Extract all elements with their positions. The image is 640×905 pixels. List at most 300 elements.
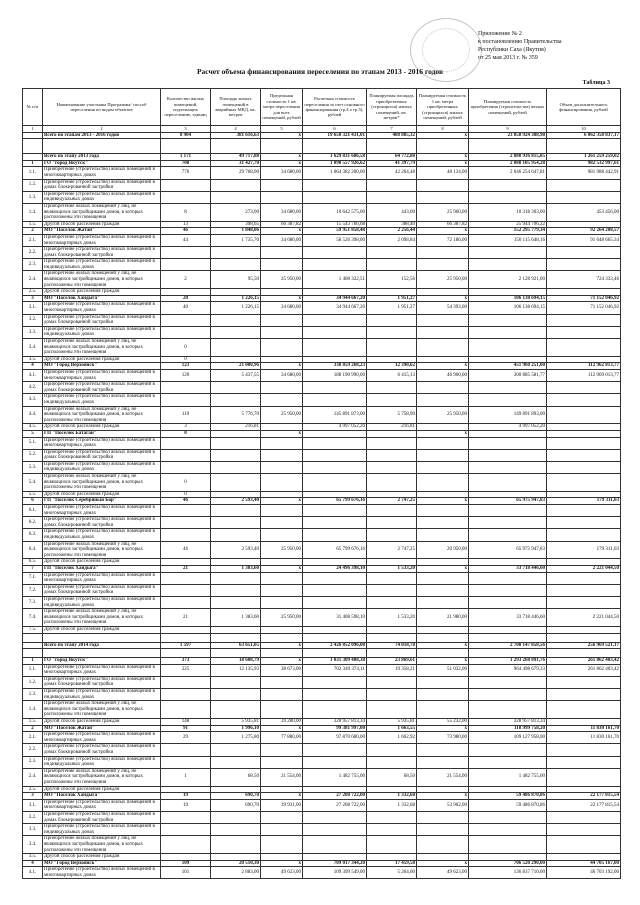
table-row bbox=[23, 584, 621, 596]
table-cell bbox=[303, 649, 367, 658]
table-row bbox=[23, 719, 621, 726]
table-cell: 1 226,15 bbox=[211, 302, 261, 314]
table-cell bbox=[367, 449, 417, 461]
table-cell: 2 256,44 bbox=[367, 228, 417, 235]
table-cell bbox=[469, 339, 547, 357]
table-cell bbox=[303, 461, 367, 473]
table-cell bbox=[261, 811, 303, 823]
table-cell bbox=[261, 572, 303, 584]
table-cell bbox=[303, 633, 367, 642]
table-cell bbox=[469, 689, 547, 701]
table-cell bbox=[161, 179, 211, 191]
table-cell: 110 bbox=[161, 406, 211, 424]
table-row bbox=[23, 437, 621, 449]
table-cell bbox=[211, 326, 261, 338]
table-cell bbox=[547, 517, 621, 529]
table-cell: 136 837 710,00 bbox=[469, 867, 547, 879]
table-cell bbox=[303, 339, 367, 357]
table-cell: 34 680,00 bbox=[261, 302, 303, 314]
table-cell: x bbox=[261, 658, 303, 665]
table-cell: Приобретение (строительство) жилых помещений в индивидуальных домах bbox=[43, 461, 161, 473]
table-cell: 1 293 268 891,76 bbox=[469, 658, 547, 665]
table-cell bbox=[303, 491, 367, 498]
table-cell bbox=[211, 382, 261, 394]
table-cell bbox=[417, 491, 469, 498]
table-cell: Другой способ расселения граждан bbox=[43, 491, 161, 498]
table-cell: 256 969 521,17 bbox=[547, 642, 621, 649]
table-cell bbox=[547, 437, 621, 449]
table-cell bbox=[261, 461, 303, 473]
table-cell bbox=[261, 649, 303, 658]
table-cell bbox=[161, 596, 211, 608]
table-cell bbox=[261, 633, 303, 642]
table-cell: 0 bbox=[161, 491, 211, 498]
table-cell bbox=[211, 689, 261, 701]
table-cell bbox=[469, 449, 547, 461]
table-row bbox=[23, 744, 621, 756]
table-row bbox=[23, 793, 621, 800]
table-cell: 0 bbox=[161, 430, 211, 437]
table-cell: 25 950,00 bbox=[261, 271, 303, 289]
index-cell: 5 bbox=[261, 126, 303, 133]
table-cell: 0 bbox=[161, 356, 211, 363]
table-cell bbox=[417, 626, 469, 633]
table-cell: 95,50 bbox=[211, 271, 261, 289]
table-cell bbox=[547, 676, 621, 688]
table-cell bbox=[417, 689, 469, 701]
table-cell: 1.2. bbox=[23, 179, 43, 191]
table-cell: 1 408 322,51 bbox=[303, 271, 367, 289]
table-cell: Другой способ расселения граждан bbox=[43, 289, 161, 296]
table-cell: 2 098,84 bbox=[367, 234, 417, 246]
table-cell bbox=[211, 449, 261, 461]
table-cell: Приобретение (строительство) жилых помещений в индивидуальных домах bbox=[43, 394, 161, 406]
table-cell bbox=[417, 824, 469, 836]
table-cell bbox=[547, 505, 621, 517]
table-cell: ГО "город Якутск" bbox=[43, 160, 161, 167]
table-row bbox=[23, 160, 621, 167]
table-cell bbox=[303, 786, 367, 793]
table-cell: 91 648 665,34 bbox=[547, 234, 621, 246]
table-cell bbox=[303, 529, 367, 541]
table-cell: 27 208 722,00 bbox=[303, 793, 367, 800]
table-cell bbox=[211, 356, 261, 363]
table-cell bbox=[261, 191, 303, 203]
table-cell bbox=[303, 689, 367, 701]
table-cell bbox=[469, 649, 547, 658]
table-cell bbox=[367, 339, 417, 357]
table-cell bbox=[161, 786, 211, 793]
table-cell bbox=[469, 356, 547, 363]
table-cell: 6 415,13 bbox=[367, 369, 417, 381]
table-cell: 1 951,27 bbox=[367, 302, 417, 314]
table-cell: 2 593,40 bbox=[211, 498, 261, 505]
table-cell: 21 000,96 bbox=[211, 363, 261, 370]
table-cell: x bbox=[261, 132, 303, 139]
table-row bbox=[23, 247, 621, 259]
table-cell bbox=[211, 572, 261, 584]
table-cell bbox=[261, 424, 303, 431]
table-cell bbox=[261, 529, 303, 541]
table-cell: Другой способ расселения граждан bbox=[43, 626, 161, 633]
table-cell bbox=[211, 836, 261, 854]
table-row bbox=[23, 505, 621, 517]
table-cell bbox=[417, 596, 469, 608]
table-cell: 3.2. bbox=[23, 811, 43, 823]
table-cell bbox=[547, 326, 621, 338]
table-cell bbox=[367, 382, 417, 394]
table-cell: 0 bbox=[161, 474, 211, 492]
table-cell: 19 358,21 bbox=[367, 664, 417, 676]
table-row bbox=[23, 430, 621, 437]
table-cell: 13 bbox=[161, 221, 211, 228]
table-row bbox=[23, 756, 621, 768]
table-cell: Приобретение (строительство) жилых помещений в многоквартирных домах bbox=[43, 867, 161, 879]
table-cell: Приобретение (строительство) жилых помещений в домах блокированной застройки bbox=[43, 382, 161, 394]
table-row bbox=[23, 461, 621, 473]
table-cell bbox=[547, 430, 621, 437]
table-cell: 5.1. bbox=[23, 437, 43, 449]
table-row bbox=[23, 642, 621, 649]
table-cell bbox=[211, 701, 261, 719]
table-cell: 33 718 446,60 bbox=[469, 609, 547, 627]
table-cell: 25 950,00 bbox=[261, 609, 303, 627]
table-row bbox=[23, 234, 621, 246]
table-cell: 2 221 044,50 bbox=[547, 609, 621, 627]
table-cell bbox=[547, 701, 621, 719]
table-cell: 34 944 667,20 bbox=[303, 302, 367, 314]
table-row bbox=[23, 221, 621, 228]
table-cell: 2.1. bbox=[23, 234, 43, 246]
table-row bbox=[23, 491, 621, 498]
table-cell bbox=[261, 756, 303, 768]
table-cell bbox=[23, 642, 43, 649]
table-row bbox=[23, 369, 621, 381]
table-cell bbox=[211, 744, 261, 756]
table-cell bbox=[367, 836, 417, 854]
table-row bbox=[23, 768, 621, 786]
table-cell: 77 880,00 bbox=[261, 732, 303, 744]
table-cell: 964 498 679,33 bbox=[469, 664, 547, 676]
table-row bbox=[23, 649, 621, 658]
table-row bbox=[23, 424, 621, 431]
table-cell: x bbox=[417, 860, 469, 867]
table-cell: 25 950,00 bbox=[417, 406, 469, 424]
table-row bbox=[23, 139, 621, 154]
table-cell bbox=[547, 633, 621, 642]
table-cell: Приобретение жилых помещений у лиц, не являющихся застройщиками домов, в которых расположены эти помещения bbox=[43, 406, 161, 424]
table-cell: 2.1. bbox=[23, 732, 43, 744]
table-cell bbox=[469, 744, 547, 756]
table-cell: Приобретение (строительство) жилых помещений в многоквартирных домах bbox=[43, 505, 161, 517]
table-cell: 40 bbox=[161, 302, 211, 314]
table-cell: 20 bbox=[161, 295, 211, 302]
table-cell bbox=[469, 491, 547, 498]
header-cell: № п/п bbox=[23, 89, 43, 126]
index-cell: 8 bbox=[417, 126, 469, 133]
table-cell: 25 950,00 bbox=[261, 541, 303, 559]
table-cell bbox=[367, 191, 417, 203]
table-cell bbox=[469, 854, 547, 861]
table-cell: 1.4. bbox=[23, 701, 43, 719]
table-cell bbox=[261, 596, 303, 608]
table-row bbox=[23, 658, 621, 665]
table-cell bbox=[161, 824, 211, 836]
table-cell: 1.1. bbox=[23, 664, 43, 676]
table-number: Таблица 3 bbox=[582, 80, 610, 86]
table-cell bbox=[367, 289, 417, 296]
table-cell: 3.5. bbox=[23, 854, 43, 861]
table-cell bbox=[43, 633, 161, 642]
table-cell bbox=[469, 756, 547, 768]
table-cell: 17 459,58 bbox=[367, 860, 417, 867]
table-cell: 41 397,79 bbox=[367, 160, 417, 167]
table-cell: 3.5. bbox=[23, 356, 43, 363]
table-cell bbox=[469, 314, 547, 326]
table-cell: 8 bbox=[161, 203, 211, 221]
table-cell: 23 858 924 388,98 bbox=[469, 132, 547, 139]
table-cell: Приобретение (строительство) жилых помещений в индивидуальных домах bbox=[43, 529, 161, 541]
table-row bbox=[23, 676, 621, 688]
table-cell: 25 960,00 bbox=[417, 203, 469, 221]
table-cell bbox=[367, 689, 417, 701]
table-cell bbox=[261, 474, 303, 492]
table-cell: 4 997 052,20 bbox=[303, 424, 367, 431]
table-cell bbox=[547, 719, 621, 726]
table-cell: Приобретение (строительство) жилых помещений в многоквартирных домах bbox=[43, 369, 161, 381]
table-cell bbox=[303, 584, 367, 596]
table-cell bbox=[261, 854, 303, 861]
table-cell: 5 935,81 bbox=[367, 719, 417, 726]
table-cell: 152,56 bbox=[367, 271, 417, 289]
table-cell: 702 349 374,11 bbox=[303, 664, 367, 676]
table-cell: 6 062 358 837,17 bbox=[547, 132, 621, 139]
table-cell: 59 486 870,86 bbox=[469, 793, 547, 800]
table-cell: 1 735,70 bbox=[211, 234, 261, 246]
table-cell: Приобретение жилых помещений у лиц, не являющихся застройщиками домов, в которых расположены эти помещения bbox=[43, 271, 161, 289]
table-cell: 1 951,27 bbox=[367, 295, 417, 302]
table-cell: Другой способ расселения граждан bbox=[43, 356, 161, 363]
table-cell bbox=[547, 139, 621, 154]
table-cell: x bbox=[261, 430, 303, 437]
table-cell bbox=[303, 824, 367, 836]
table-cell: 1 597 bbox=[161, 642, 211, 649]
table-cell bbox=[303, 701, 367, 719]
table-cell: 3.3. bbox=[23, 824, 43, 836]
table-cell: Приобретение (строительство) жилых помещений в индивидуальных домах bbox=[43, 756, 161, 768]
table-cell bbox=[261, 314, 303, 326]
table-cell: 2.2. bbox=[23, 247, 43, 259]
table-cell: ГП "Поселок Серебряный Бор" bbox=[43, 498, 161, 505]
table-cell: 3 bbox=[23, 793, 43, 800]
table-cell bbox=[367, 701, 417, 719]
table-cell bbox=[547, 689, 621, 701]
table-row bbox=[23, 314, 621, 326]
table-cell bbox=[547, 768, 621, 786]
table-cell: 92 264 208,57 bbox=[547, 228, 621, 235]
approval-line: Приложение № 2 bbox=[478, 31, 522, 37]
table-cell bbox=[211, 633, 261, 642]
table-cell bbox=[417, 529, 469, 541]
table-cell bbox=[211, 517, 261, 529]
table-cell: 2.3. bbox=[23, 259, 43, 271]
table-cell: x bbox=[417, 725, 469, 732]
table-cell bbox=[211, 626, 261, 633]
table-cell: 2.2. bbox=[23, 744, 43, 756]
table-cell: 1.1. bbox=[23, 167, 43, 179]
table-cell: Приобретение (строительство) жилых помещений в многоквартирных домах bbox=[43, 437, 161, 449]
table-cell: Приобретение жилых помещений у лиц, не являющихся застройщиками домов, в которых расположены эти помещения bbox=[43, 203, 161, 221]
table-cell: ГП "Поселок Хандыга" bbox=[43, 565, 161, 572]
table-cell: 34 680,00 bbox=[261, 234, 303, 246]
table-cell bbox=[261, 824, 303, 836]
table-cell bbox=[261, 356, 303, 363]
table-cell bbox=[469, 191, 547, 203]
table-cell bbox=[211, 529, 261, 541]
table-cell: 4.2. bbox=[23, 382, 43, 394]
table-cell: 6.3. bbox=[23, 529, 43, 541]
table-cell bbox=[367, 356, 417, 363]
table-cell bbox=[303, 474, 367, 492]
table-cell: x bbox=[261, 860, 303, 867]
table-row bbox=[23, 596, 621, 608]
table-cell bbox=[211, 649, 261, 658]
table-cell: 709 017 344,20 bbox=[303, 860, 367, 867]
table-cell: 23 869,61 bbox=[367, 658, 417, 665]
table-cell bbox=[367, 437, 417, 449]
table-cell: 2 747,25 bbox=[367, 541, 417, 559]
table-cell bbox=[211, 394, 261, 406]
table-cell bbox=[161, 382, 211, 394]
table-cell: 388,40 bbox=[367, 221, 417, 228]
table-cell: 1 482 755,00 bbox=[303, 768, 367, 786]
header-cell: Объем дополнительного финансирования, рублей bbox=[547, 89, 621, 126]
table-cell bbox=[367, 179, 417, 191]
table-cell: 1 662,92 bbox=[367, 732, 417, 744]
table-cell: Приобретение жилых помещений у лиц, не являющихся застройщиками домов, в которых расположены эти помещения bbox=[43, 474, 161, 492]
table-cell: x bbox=[261, 154, 303, 161]
table-cell bbox=[367, 649, 417, 658]
table-cell: 71 152 046,92 bbox=[547, 302, 621, 314]
table-cell: Приобретение (строительство) жилых помещений в домах блокированной застройки bbox=[43, 517, 161, 529]
table-cell: 4 997 052,20 bbox=[469, 424, 547, 431]
table-cell bbox=[547, 289, 621, 296]
header-cell: Количество жилых помещений, подлежащих переселению, единиц bbox=[161, 89, 211, 126]
table-cell bbox=[367, 676, 417, 688]
table-cell bbox=[161, 701, 211, 719]
table-row bbox=[23, 449, 621, 461]
table-cell: 46 900,00 bbox=[417, 369, 469, 381]
table-cell bbox=[469, 701, 547, 719]
table-cell: 300 885 581,77 bbox=[469, 369, 547, 381]
table-cell: 42 204,48 bbox=[367, 167, 417, 179]
table-cell: МО "Поселок Жатай" bbox=[43, 228, 161, 235]
table-cell bbox=[43, 139, 161, 154]
table-cell bbox=[261, 437, 303, 449]
table-cell bbox=[211, 676, 261, 688]
table-cell bbox=[547, 649, 621, 658]
table-cell bbox=[161, 449, 211, 461]
table-row bbox=[23, 339, 621, 357]
table-cell: Приобретение (строительство) жилых помещений в многоквартирных домах bbox=[43, 799, 161, 811]
table-cell: 2.3. bbox=[23, 756, 43, 768]
table-cell: 150 115 648,16 bbox=[469, 234, 547, 246]
table-cell bbox=[417, 339, 469, 357]
table-cell bbox=[211, 756, 261, 768]
table-cell bbox=[161, 461, 211, 473]
table-cell bbox=[303, 626, 367, 633]
table-cell bbox=[211, 430, 261, 437]
table-cell: Приобретение (строительство) жилых помещений в домах блокированной застройки bbox=[43, 314, 161, 326]
table-row bbox=[23, 179, 621, 191]
table-cell: 1 226,15 bbox=[211, 295, 261, 302]
table-cell bbox=[367, 584, 417, 596]
table-cell: Приобретение (строительство) жилых помещений в домах блокированной застройки bbox=[43, 744, 161, 756]
table-cell: 7.3. bbox=[23, 596, 43, 608]
table-cell bbox=[303, 505, 367, 517]
table-row bbox=[23, 289, 621, 296]
table-cell: x bbox=[417, 363, 469, 370]
table-cell: 64 772,88 bbox=[367, 154, 417, 161]
table-cell bbox=[161, 259, 211, 271]
table-cell bbox=[261, 744, 303, 756]
table-cell: Всего по этапу 2013 года bbox=[43, 154, 161, 161]
index-cell: 4 bbox=[211, 126, 261, 133]
table-cell: 398,65 bbox=[211, 221, 261, 228]
table-cell bbox=[417, 461, 469, 473]
table-row bbox=[23, 854, 621, 861]
table-cell: 3.2. bbox=[23, 314, 43, 326]
table-cell bbox=[547, 584, 621, 596]
table-cell: 44 bbox=[161, 234, 211, 246]
table-cell bbox=[417, 314, 469, 326]
table-cell: 19 bbox=[161, 793, 211, 800]
table-cell: 19 bbox=[161, 799, 211, 811]
table-cell: 2 708 147 858,56 bbox=[469, 642, 547, 649]
table-cell: 2 221 044,50 bbox=[547, 565, 621, 572]
table-cell: 1 663,55 bbox=[367, 725, 417, 732]
table-cell: 7.2. bbox=[23, 584, 43, 596]
table-cell bbox=[367, 430, 417, 437]
table-cell: x bbox=[261, 793, 303, 800]
table-cell bbox=[23, 139, 43, 154]
table-cell bbox=[161, 626, 211, 633]
table-cell bbox=[303, 394, 367, 406]
table-cell bbox=[303, 811, 367, 823]
table-cell bbox=[261, 326, 303, 338]
table-row bbox=[23, 326, 621, 338]
table-row bbox=[23, 609, 621, 627]
table-cell: x bbox=[417, 498, 469, 505]
table-cell: x bbox=[417, 160, 469, 167]
table-cell bbox=[547, 626, 621, 633]
table-cell: 71 152 046,92 bbox=[547, 295, 621, 302]
header-cell: Планируемая площадь приобретаемых (строящихся) жилых помещений, кв. метров* bbox=[367, 89, 417, 126]
column-index-row bbox=[23, 126, 621, 133]
table-cell: 25 950,00 bbox=[261, 406, 303, 424]
table-cell bbox=[367, 854, 417, 861]
table-cell: 97 870 680,00 bbox=[303, 732, 367, 744]
table-cell: 106 138 694,15 bbox=[469, 295, 547, 302]
table-cell: x bbox=[417, 565, 469, 572]
table-cell: 273,00 bbox=[211, 203, 261, 221]
table-cell bbox=[417, 649, 469, 658]
table-cell bbox=[547, 559, 621, 566]
table-cell: 5 264,00 bbox=[367, 867, 417, 879]
financing-table bbox=[22, 88, 621, 879]
table-cell: 99 381 997,00 bbox=[303, 725, 367, 732]
table-cell: 112 969 013,77 bbox=[547, 369, 621, 381]
